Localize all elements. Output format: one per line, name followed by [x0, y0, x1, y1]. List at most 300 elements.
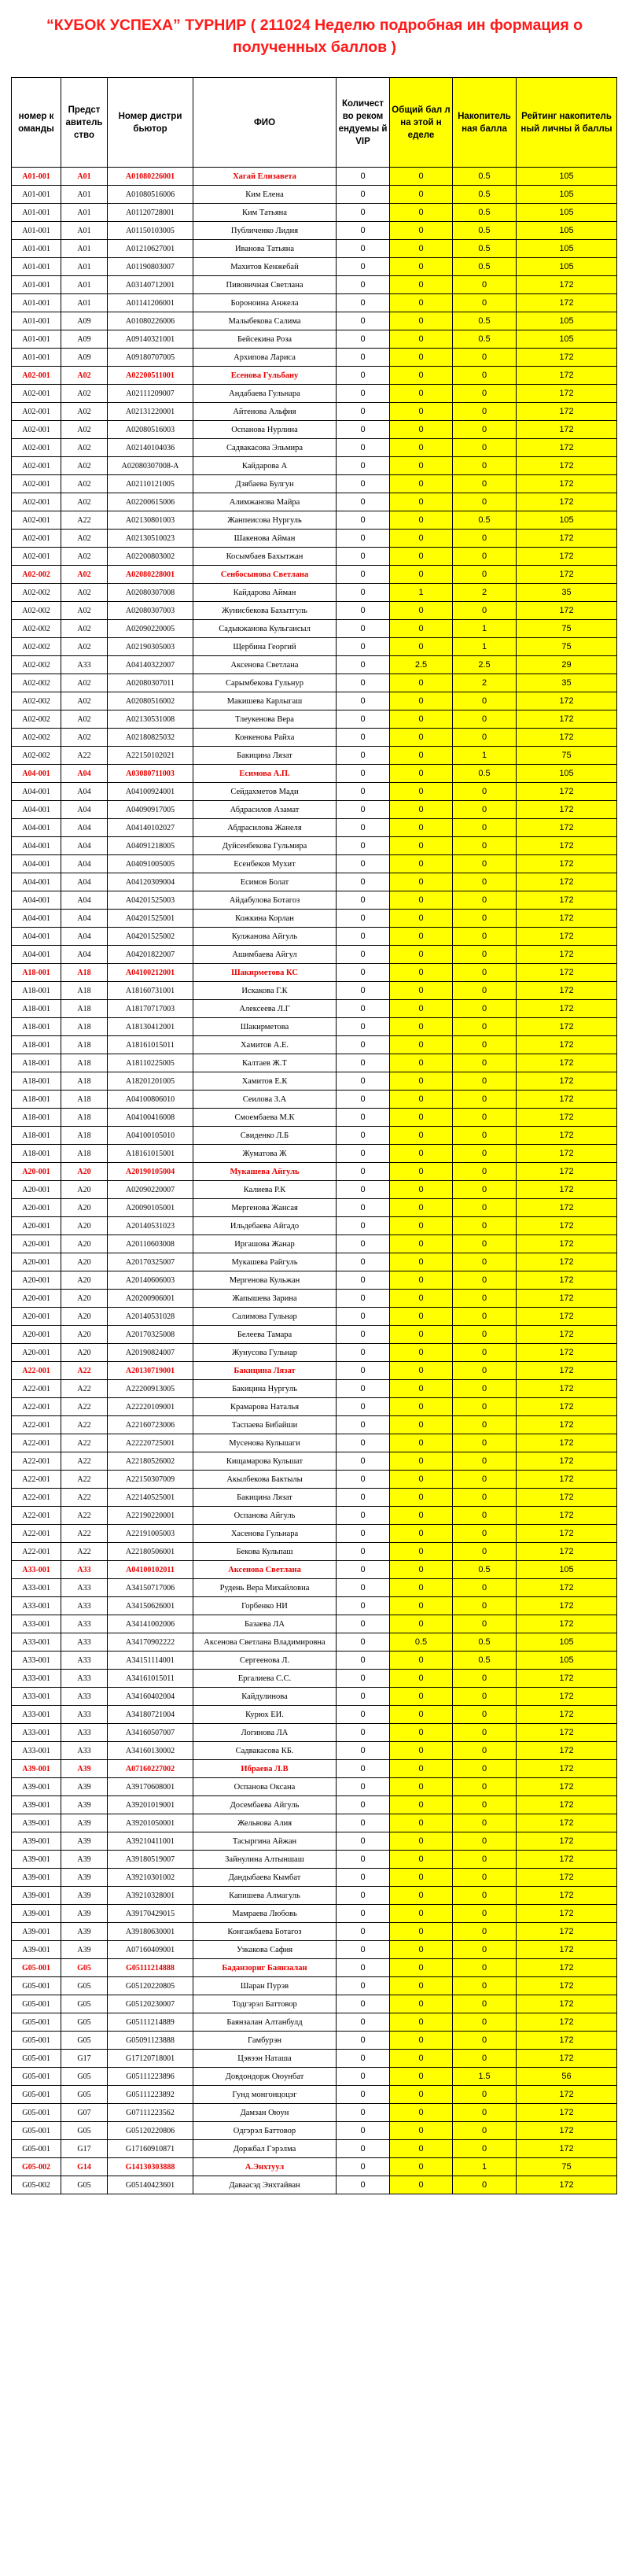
team-number-cell: A02-001 [12, 548, 61, 566]
distributor-number-cell: A02200803002 [108, 548, 193, 566]
rating-cell: 172 [517, 1507, 617, 1525]
representative-cell: A33 [61, 1724, 108, 1742]
distributor-number-cell: A22150102021 [108, 747, 193, 765]
team-number-cell: A01-001 [12, 222, 61, 240]
distributor-number-cell: A20090105001 [108, 1199, 193, 1217]
distributor-number-cell: A39170429015 [108, 1905, 193, 1923]
representative-cell: A18 [61, 1145, 108, 1163]
table-row [12, 2050, 617, 2068]
header-distributor-number: Номер дистри бьютор [108, 78, 193, 168]
accumulated-points-cell: 0 [453, 2032, 517, 2050]
team-number-cell: A04-001 [12, 855, 61, 873]
full-name-cell: Щербина Георгий [193, 638, 337, 656]
vip-count-cell: 0 [337, 1018, 390, 1036]
vip-count-cell: 0 [337, 530, 390, 548]
rating-cell: 172 [517, 1109, 617, 1127]
accumulated-points-cell: 0 [453, 1054, 517, 1072]
team-number-cell: A22-001 [12, 1543, 61, 1561]
representative-cell: A18 [61, 964, 108, 982]
accumulated-points-cell: 0 [453, 1416, 517, 1434]
table-row [12, 783, 617, 801]
weekly-points-cell: 0 [390, 1217, 453, 1235]
vip-count-cell: 0 [337, 910, 390, 928]
vip-count-cell: 0 [337, 1235, 390, 1253]
vip-count-cell: 0 [337, 2032, 390, 2050]
table-row [12, 1416, 617, 1434]
weekly-points-cell: 0 [390, 1127, 453, 1145]
rating-cell: 172 [517, 349, 617, 367]
vip-count-cell: 0 [337, 1670, 390, 1688]
header-full-name: ФИО [193, 78, 337, 168]
accumulated-points-cell: 0 [453, 855, 517, 873]
full-name-cell: Дуйсенбекова Гульмира [193, 837, 337, 855]
distributor-number-cell: G05111214889 [108, 2013, 193, 2032]
representative-cell: A33 [61, 1633, 108, 1652]
distributor-number-cell: A01150103005 [108, 222, 193, 240]
rating-cell: 56 [517, 2068, 617, 2086]
accumulated-points-cell: 0 [453, 1742, 517, 1760]
rating-cell: 172 [517, 1326, 617, 1344]
full-name-cell: Бороноина Анжела [193, 294, 337, 312]
weekly-points-cell: 0 [390, 2122, 453, 2140]
team-number-cell: A20-001 [12, 1290, 61, 1308]
rating-cell: 172 [517, 1923, 617, 1941]
weekly-points-cell: 0 [390, 222, 453, 240]
weekly-points-cell: 0 [390, 729, 453, 747]
rating-cell: 172 [517, 1706, 617, 1724]
distributor-number-cell: A01120728001 [108, 204, 193, 222]
rating-cell: 172 [517, 1253, 617, 1271]
representative-cell: A01 [61, 294, 108, 312]
accumulated-points-cell: 0 [453, 1290, 517, 1308]
weekly-points-cell: 0 [390, 982, 453, 1000]
weekly-points-cell: 0 [390, 1416, 453, 1434]
team-number-cell: A02-002 [12, 674, 61, 692]
weekly-points-cell: 0 [390, 294, 453, 312]
table-row [12, 747, 617, 765]
rating-cell: 172 [517, 1344, 617, 1362]
accumulated-points-cell: 0 [453, 349, 517, 367]
weekly-points-cell: 0 [390, 240, 453, 258]
team-number-cell: A20-001 [12, 1253, 61, 1271]
distributor-number-cell: A20170325008 [108, 1326, 193, 1344]
full-name-cell: Иргашова Жанар [193, 1235, 337, 1253]
full-name-cell: Есимова А.П. [193, 765, 337, 783]
accumulated-points-cell: 0 [453, 1199, 517, 1217]
rating-cell: 172 [517, 2032, 617, 2050]
rating-cell: 172 [517, 1597, 617, 1615]
rating-cell: 172 [517, 1760, 617, 1778]
rating-cell: 172 [517, 1018, 617, 1036]
rating-cell: 105 [517, 186, 617, 204]
full-name-cell: Ашимбаева Айгул [193, 946, 337, 964]
accumulated-points-cell: 0 [453, 1814, 517, 1832]
accumulated-points-cell: 0 [453, 457, 517, 475]
distributor-number-cell: A02130801003 [108, 511, 193, 530]
distributor-number-cell: A02190305003 [108, 638, 193, 656]
rating-cell: 105 [517, 1652, 617, 1670]
weekly-points-cell: 0 [390, 1796, 453, 1814]
weekly-points-cell: 0 [390, 602, 453, 620]
team-number-cell: A39-001 [12, 1941, 61, 1959]
team-number-cell: A18-001 [12, 1072, 61, 1091]
table-body [12, 168, 617, 2194]
accumulated-points-cell: 0 [453, 1326, 517, 1344]
full-name-cell: Садвакасова Эльмира [193, 439, 337, 457]
weekly-points-cell: 0 [390, 548, 453, 566]
distributor-number-cell: A39170608001 [108, 1778, 193, 1796]
table-row [12, 1217, 617, 1235]
rating-cell: 35 [517, 674, 617, 692]
header-rating: Рейтинг накопитель ный личны й баллы [517, 78, 617, 168]
distributor-number-cell: A04100416008 [108, 1109, 193, 1127]
vip-count-cell: 0 [337, 1724, 390, 1742]
vip-count-cell: 0 [337, 1905, 390, 1923]
weekly-points-cell: 0 [390, 891, 453, 910]
accumulated-points-cell: 0 [453, 2050, 517, 2068]
full-name-cell: А.Энхтуул [193, 2158, 337, 2176]
rating-cell: 172 [517, 1832, 617, 1851]
representative-cell: G05 [61, 2086, 108, 2104]
rating-cell: 172 [517, 1054, 617, 1072]
table-row [12, 620, 617, 638]
representative-cell: A18 [61, 1072, 108, 1091]
representative-cell: A33 [61, 1597, 108, 1615]
weekly-points-cell: 0 [390, 1507, 453, 1525]
team-number-cell: G05-002 [12, 2176, 61, 2194]
distributor-number-cell: A20140531028 [108, 1308, 193, 1326]
team-number-cell: A39-001 [12, 1814, 61, 1832]
team-number-cell: G05-001 [12, 2086, 61, 2104]
representative-cell: A02 [61, 457, 108, 475]
team-number-cell: A04-001 [12, 819, 61, 837]
table-row [12, 1181, 617, 1199]
vip-count-cell: 0 [337, 1851, 390, 1869]
full-name-cell: Шакирметова [193, 1018, 337, 1036]
accumulated-points-cell: 0 [453, 1579, 517, 1597]
team-number-cell: A04-001 [12, 946, 61, 964]
team-number-cell: A20-001 [12, 1271, 61, 1290]
vip-count-cell: 0 [337, 548, 390, 566]
rating-cell: 172 [517, 1452, 617, 1471]
team-number-cell: A01-001 [12, 240, 61, 258]
distributor-number-cell: A20190824007 [108, 1344, 193, 1362]
table-row [12, 258, 617, 276]
vip-count-cell: 0 [337, 1995, 390, 2013]
team-number-cell: A33-001 [12, 1670, 61, 1688]
representative-cell: A39 [61, 1941, 108, 1959]
header-accumulated-points: Накопитель ная балла [453, 78, 517, 168]
weekly-points-cell: 0 [390, 873, 453, 891]
accumulated-points-cell: 0 [453, 276, 517, 294]
rating-cell: 172 [517, 1145, 617, 1163]
accumulated-points-cell: 0 [453, 1923, 517, 1941]
distributor-number-cell: A39210301002 [108, 1869, 193, 1887]
rating-cell: 172 [517, 1271, 617, 1290]
representative-cell: A20 [61, 1271, 108, 1290]
team-number-cell: A02-002 [12, 656, 61, 674]
distributor-number-cell: A04100105010 [108, 1127, 193, 1145]
distributor-number-cell: A34180721004 [108, 1706, 193, 1724]
rating-cell: 172 [517, 1887, 617, 1905]
weekly-points-cell: 0 [390, 1326, 453, 1344]
rating-cell: 172 [517, 1869, 617, 1887]
rating-cell: 172 [517, 385, 617, 403]
team-number-cell: A02-002 [12, 692, 61, 710]
representative-cell: A02 [61, 548, 108, 566]
table-row [12, 421, 617, 439]
rating-cell: 172 [517, 1471, 617, 1489]
distributor-number-cell: A39210411001 [108, 1832, 193, 1851]
accumulated-points-cell: 0 [453, 873, 517, 891]
weekly-points-cell: 0 [390, 1181, 453, 1199]
full-name-cell: Сеилова З.А [193, 1091, 337, 1109]
weekly-points-cell: 0 [390, 1489, 453, 1507]
table-row [12, 964, 617, 982]
weekly-points-cell: 0 [390, 1253, 453, 1271]
table-row [12, 1959, 617, 1977]
full-name-cell: Жельвова Алия [193, 1814, 337, 1832]
accumulated-points-cell: 0 [453, 1434, 517, 1452]
representative-cell: A18 [61, 1127, 108, 1145]
vip-count-cell: 0 [337, 1814, 390, 1832]
vip-count-cell: 0 [337, 2013, 390, 2032]
distributor-number-cell: A02110121005 [108, 475, 193, 493]
team-number-cell: A39-001 [12, 1796, 61, 1814]
rating-cell: 172 [517, 1163, 617, 1181]
distributor-number-cell: G05120230007 [108, 1995, 193, 2013]
accumulated-points-cell: 0 [453, 385, 517, 403]
rating-cell: 172 [517, 566, 617, 584]
representative-cell: A02 [61, 692, 108, 710]
team-number-cell: A01-001 [12, 330, 61, 349]
accumulated-points-cell: 0.5 [453, 765, 517, 783]
weekly-points-cell: 0.5 [390, 1633, 453, 1652]
full-name-cell: Ибраева Л.В [193, 1760, 337, 1778]
rating-cell: 172 [517, 783, 617, 801]
table-row [12, 1434, 617, 1452]
table-row [12, 656, 617, 674]
table-row [12, 1199, 617, 1217]
team-number-cell: A39-001 [12, 1887, 61, 1905]
full-name-cell: Салимова Гульнар [193, 1308, 337, 1326]
weekly-points-cell: 0 [390, 1832, 453, 1851]
full-name-cell: Бейсекина Роза [193, 330, 337, 349]
weekly-points-cell: 0 [390, 1923, 453, 1941]
team-number-cell: A22-001 [12, 1362, 61, 1380]
table-row [12, 2032, 617, 2050]
weekly-points-cell: 0 [390, 1543, 453, 1561]
accumulated-points-cell: 0.5 [453, 186, 517, 204]
weekly-points-cell: 0 [390, 1398, 453, 1416]
weekly-points-cell: 0 [390, 747, 453, 765]
full-name-cell: Дзябаева Булгун [193, 475, 337, 493]
rating-cell: 172 [517, 1398, 617, 1416]
representative-cell: A04 [61, 765, 108, 783]
representative-cell: A02 [61, 710, 108, 729]
rating-cell: 105 [517, 204, 617, 222]
rating-cell: 172 [517, 1977, 617, 1995]
table-row [12, 1000, 617, 1018]
distributor-number-cell: A04091218005 [108, 837, 193, 855]
team-number-cell: A20-001 [12, 1344, 61, 1362]
accumulated-points-cell: 0 [453, 2013, 517, 2032]
team-number-cell: A02-002 [12, 638, 61, 656]
rating-cell: 172 [517, 1905, 617, 1923]
accumulated-points-cell: 0 [453, 1688, 517, 1706]
rating-cell: 172 [517, 1670, 617, 1688]
table-row [12, 1489, 617, 1507]
representative-cell: A04 [61, 891, 108, 910]
representative-cell: A04 [61, 837, 108, 855]
rating-cell: 35 [517, 584, 617, 602]
team-number-cell: G05-001 [12, 2013, 61, 2032]
table-row [12, 729, 617, 747]
accumulated-points-cell: 0 [453, 1507, 517, 1525]
vip-count-cell: 0 [337, 1416, 390, 1434]
team-number-cell: A01-001 [12, 258, 61, 276]
table-row [12, 1869, 617, 1887]
vip-count-cell: 0 [337, 566, 390, 584]
rating-cell: 172 [517, 1127, 617, 1145]
vip-count-cell: 0 [337, 2140, 390, 2158]
accumulated-points-cell: 0 [453, 566, 517, 584]
vip-count-cell: 0 [337, 891, 390, 910]
weekly-points-cell: 0 [390, 186, 453, 204]
full-name-cell: Бакицина Лязат [193, 747, 337, 765]
rating-cell: 172 [517, 1796, 617, 1814]
table-row [12, 1615, 617, 1633]
vip-count-cell: 0 [337, 168, 390, 186]
vip-count-cell: 0 [337, 1109, 390, 1127]
full-name-cell: Мукашева Райгуль [193, 1253, 337, 1271]
vip-count-cell: 0 [337, 1127, 390, 1145]
accumulated-points-cell: 0 [453, 2176, 517, 2194]
distributor-number-cell: G14130303888 [108, 2158, 193, 2176]
team-number-cell: A01-001 [12, 276, 61, 294]
full-name-cell: Хагай Елизавета [193, 168, 337, 186]
accumulated-points-cell: 0 [453, 1941, 517, 1959]
rating-cell: 172 [517, 1615, 617, 1633]
vip-count-cell: 0 [337, 982, 390, 1000]
table-row [12, 457, 617, 475]
distributor-number-cell: G17120718001 [108, 2050, 193, 2068]
weekly-points-cell: 0 [390, 819, 453, 837]
accumulated-points-cell: 0 [453, 1109, 517, 1127]
vip-count-cell: 0 [337, 1380, 390, 1398]
full-name-cell: Гамбурэн [193, 2032, 337, 2050]
vip-count-cell: 0 [337, 439, 390, 457]
table-row [12, 1887, 617, 1905]
full-name-cell: Акылбекова Бактылы [193, 1471, 337, 1489]
representative-cell: A33 [61, 656, 108, 674]
rating-cell: 105 [517, 1633, 617, 1652]
full-name-cell: Досембаева Айгуль [193, 1796, 337, 1814]
rating-cell: 172 [517, 403, 617, 421]
team-number-cell: A33-001 [12, 1706, 61, 1724]
rating-cell: 105 [517, 222, 617, 240]
distributor-number-cell: A39201050001 [108, 1814, 193, 1832]
distributor-number-cell: A18201201005 [108, 1072, 193, 1091]
rating-cell: 172 [517, 602, 617, 620]
rating-cell: 172 [517, 457, 617, 475]
accumulated-points-cell: 0.5 [453, 240, 517, 258]
full-name-cell: Бакицина Лязат [193, 1362, 337, 1380]
accumulated-points-cell: 0 [453, 1253, 517, 1271]
table-row [12, 530, 617, 548]
weekly-points-cell: 0 [390, 1525, 453, 1543]
rating-cell: 172 [517, 2122, 617, 2140]
team-number-cell: A04-001 [12, 837, 61, 855]
rating-cell: 172 [517, 729, 617, 747]
representative-cell: A04 [61, 873, 108, 891]
weekly-points-cell: 0 [390, 1887, 453, 1905]
vip-count-cell: 0 [337, 312, 390, 330]
full-name-cell: Кайдулинова [193, 1688, 337, 1706]
rating-cell: 172 [517, 1543, 617, 1561]
distributor-number-cell: A02130531008 [108, 710, 193, 729]
table-row [12, 1760, 617, 1778]
full-name-cell: Айдабулова Ботагоз [193, 891, 337, 910]
weekly-points-cell: 0 [390, 1615, 453, 1633]
full-name-cell: Кожкина Корлан [193, 910, 337, 928]
team-number-cell: G05-001 [12, 2122, 61, 2140]
distributor-number-cell: A02140104036 [108, 439, 193, 457]
vip-count-cell: 0 [337, 1489, 390, 1507]
team-number-cell: G05-001 [12, 2050, 61, 2068]
weekly-points-cell: 0 [390, 367, 453, 385]
rating-cell: 172 [517, 1308, 617, 1326]
vip-count-cell: 0 [337, 2158, 390, 2176]
vip-count-cell: 0 [337, 1706, 390, 1724]
table-row [12, 873, 617, 891]
rating-cell: 172 [517, 1434, 617, 1452]
full-name-cell: Тасыргина Айжан [193, 1832, 337, 1851]
rating-cell: 172 [517, 692, 617, 710]
vip-count-cell: 0 [337, 1290, 390, 1308]
representative-cell: A18 [61, 1109, 108, 1127]
accumulated-points-cell: 0 [453, 1235, 517, 1253]
accumulated-points-cell: 0 [453, 982, 517, 1000]
full-name-cell: Калиева Р.К [193, 1181, 337, 1199]
full-name-cell: Шакирметова КС [193, 964, 337, 982]
accumulated-points-cell: 0 [453, 602, 517, 620]
vip-count-cell: 0 [337, 964, 390, 982]
distributor-number-cell: A18110225005 [108, 1054, 193, 1072]
weekly-points-cell: 0 [390, 1706, 453, 1724]
weekly-points-cell: 0 [390, 1760, 453, 1778]
vip-count-cell: 0 [337, 729, 390, 747]
weekly-points-cell: 0 [390, 638, 453, 656]
accumulated-points-cell: 0 [453, 1362, 517, 1380]
team-number-cell: A01-001 [12, 294, 61, 312]
representative-cell: A09 [61, 349, 108, 367]
distributor-number-cell: A01190803007 [108, 258, 193, 276]
accumulated-points-cell: 0 [453, 475, 517, 493]
team-number-cell: A02-002 [12, 729, 61, 747]
distributor-number-cell: G05111223896 [108, 2068, 193, 2086]
team-number-cell: A02-001 [12, 493, 61, 511]
table-row [12, 168, 617, 186]
team-number-cell: A04-001 [12, 783, 61, 801]
vip-count-cell: 0 [337, 928, 390, 946]
rating-cell: 172 [517, 530, 617, 548]
weekly-points-cell: 0 [390, 204, 453, 222]
distributor-number-cell: A02080307003 [108, 602, 193, 620]
distributor-number-cell: A03140712001 [108, 276, 193, 294]
vip-count-cell: 0 [337, 2068, 390, 2086]
weekly-points-cell: 0 [390, 511, 453, 530]
